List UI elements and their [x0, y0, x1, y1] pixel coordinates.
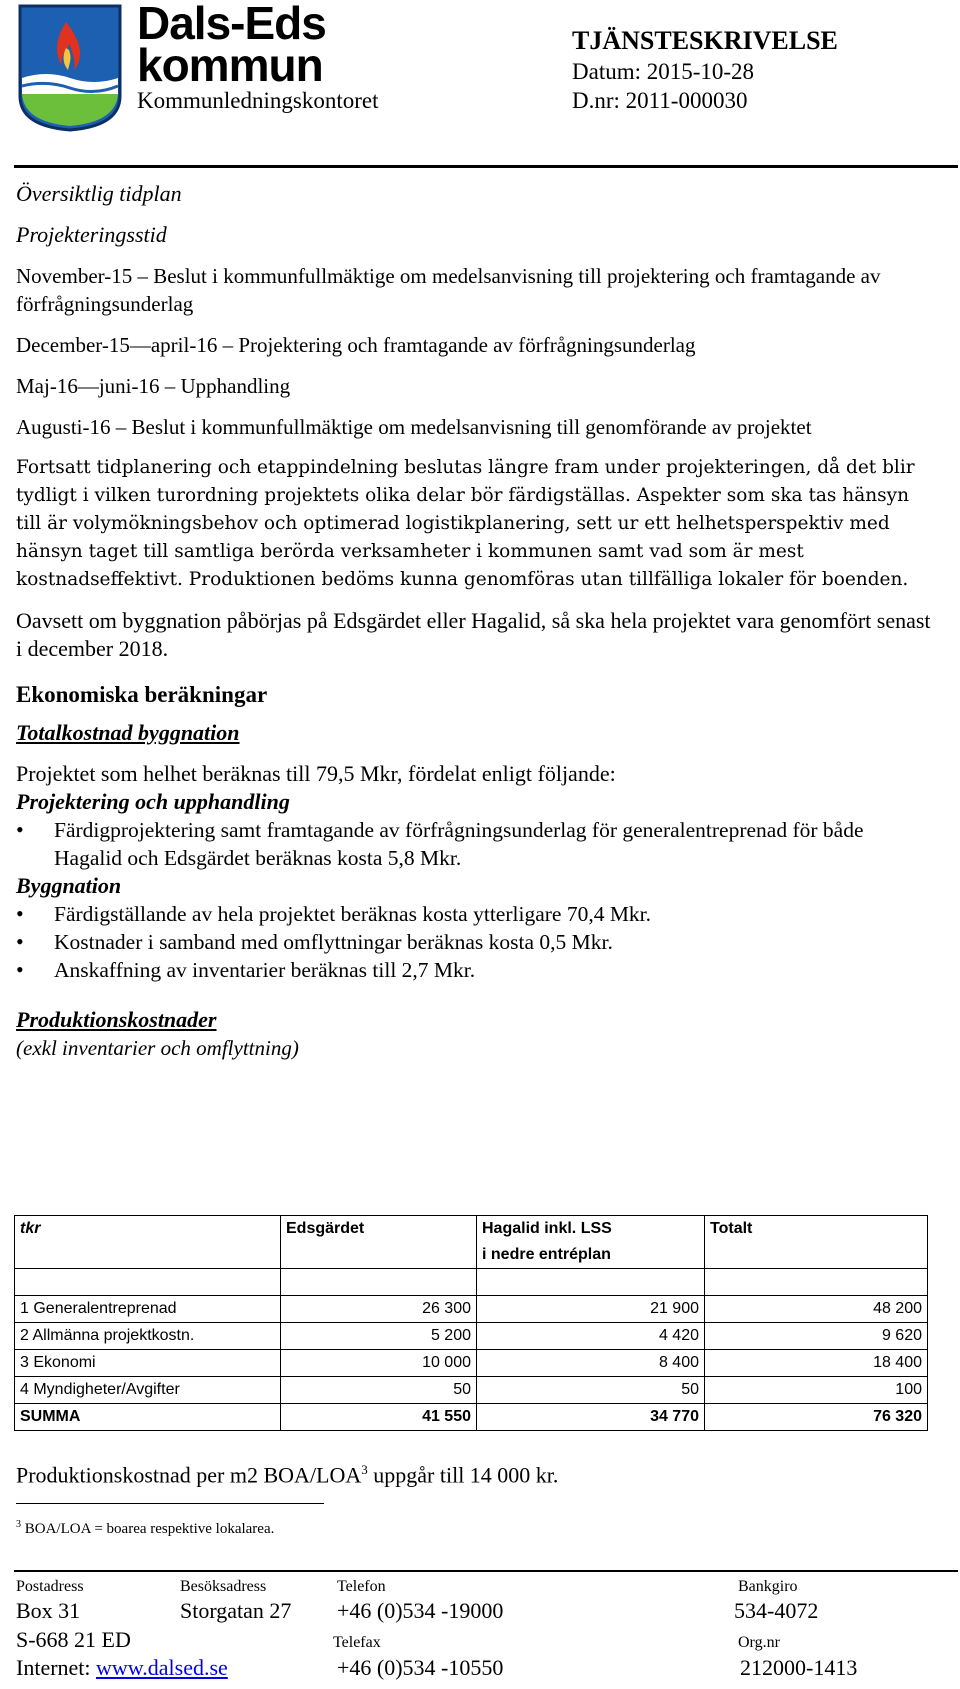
- table-cell: [705, 1269, 928, 1296]
- schedule-item: Maj-16—juni-16 – Upphandling: [16, 374, 291, 398]
- table-cell: 76 320: [705, 1404, 928, 1431]
- table-cell: 18 400: [705, 1350, 928, 1377]
- postal-label: Postadress: [16, 1578, 84, 1595]
- table-cell: 2 Allmänna projektkostn.: [15, 1323, 281, 1350]
- header-divider: [14, 165, 958, 168]
- section-list-byggnation: [16, 900, 936, 984]
- table-cell: 3 Ekonomi: [15, 1350, 281, 1377]
- orgnr-value: 212000-1413: [740, 1655, 858, 1680]
- table-cell: [281, 1269, 477, 1296]
- schedule-item: November-15 – Beslut i kommunfullmäktige om medelsanvisning till projektering och framtagande av förfrågningsunderlag: [16, 264, 881, 316]
- table-header-cell: i nedre entréplan: [477, 1242, 705, 1269]
- internet-line: [16, 1655, 228, 1681]
- table-cell: 100: [705, 1377, 928, 1404]
- table-cell: 10 000: [281, 1350, 477, 1377]
- internet-label: Internet:: [16, 1655, 97, 1680]
- footnote: [16, 1519, 274, 1538]
- table-header-cell: Edsgärdet: [281, 1216, 477, 1243]
- table-row: [15, 1296, 928, 1323]
- table-cell: 5 200: [281, 1323, 477, 1350]
- fax-label: Telefax: [333, 1634, 381, 1651]
- footer-divider: [14, 1570, 958, 1572]
- table-cell: 50: [477, 1377, 705, 1404]
- table-header-cell: Totalt: [705, 1216, 928, 1243]
- phone-label: Telefon: [337, 1578, 386, 1595]
- visit-label: Besöksadress: [180, 1578, 267, 1595]
- table-total-row: [15, 1404, 928, 1431]
- economy-heading: Ekonomiska beräkningar: [16, 682, 268, 707]
- doc-type: TJÄNSTESKRIVELSE: [572, 26, 838, 55]
- phone-value: +46 (0)534 -19000: [337, 1598, 504, 1623]
- list-item: • Kostnader i samband med omflyttningar beräknas kosta 0,5 Mkr.: [16, 928, 936, 956]
- table-cell: 21 900: [477, 1296, 705, 1323]
- table-header-row: [15, 1242, 928, 1269]
- org-name-line1: Dals-Eds: [137, 0, 326, 49]
- postal-line2: S-668 21 ED: [16, 1627, 131, 1652]
- table-header-cell: [281, 1242, 477, 1269]
- cost-per-m2: [16, 1462, 558, 1488]
- table-header-row: [15, 1216, 928, 1243]
- table-cell: 9 620: [705, 1323, 928, 1350]
- footnote-ref: 3: [361, 1462, 368, 1477]
- table-cell: [477, 1269, 705, 1296]
- schedule-paragraph: Oavsett om byggnation påbörjas på Edsgärdet eller Hagalid, så ska hela projektet vara genomfört senast i december 2018.: [16, 608, 931, 661]
- department: Kommunledningskontoret: [137, 88, 379, 113]
- table-cell: 34 770: [477, 1404, 705, 1431]
- table-cell: [15, 1269, 281, 1296]
- list-item: • Anskaffning av inventarier beräknas till 2,7 Mkr.: [16, 956, 936, 984]
- table-row: [15, 1323, 928, 1350]
- economy-intro: Projektet som helhet beräknas till 79,5 Mkr, fördelat enligt följande:: [16, 761, 616, 786]
- table-cell: 4 Myndigheter/Avgifter: [15, 1377, 281, 1404]
- document-body: [16, 180, 936, 1062]
- cost-table: [14, 1215, 928, 1431]
- cost-per-m2-text: uppgår till 14 000 kr.: [367, 1462, 559, 1488]
- schedule-paragraph: Fortsatt tidplanering och etappindelning beslutas längre fram under projekteringen, då det blir tydligt i vilken turordning projektets olika delar bör färdigställas. Aspekter som ska tas hänsyn till är volymökningsbehov och optimerad logistikplanering, sett ur ett helhetsperspektiv med hänsyn taget till samtliga berörda verksamheter i kommunen samt vad som är mest kostnadseffektivt. Produktionen bedöms kunna genomföras utan tillfälliga lokaler för boenden.: [16, 457, 915, 590]
- municipality-logo-icon: [16, 4, 124, 132]
- table-cell: 1 Generalentreprenad: [15, 1296, 281, 1323]
- schedule-item: December-15—april-16 – Projektering och framtagande av förfrågningsunderlag: [16, 333, 696, 357]
- section-list-projektering: [16, 816, 936, 872]
- table-cell: 48 200: [705, 1296, 928, 1323]
- table-row: [15, 1350, 928, 1377]
- table-cell: 50: [281, 1377, 477, 1404]
- section-title-byggnation: Byggnation: [16, 873, 122, 898]
- table-cell: 4 420: [477, 1323, 705, 1350]
- footnote-divider: [16, 1503, 324, 1504]
- table-header-cell: Hagalid inkl. LSS: [477, 1216, 705, 1243]
- postal-line1: Box 31: [16, 1598, 81, 1623]
- table-cell: SUMMA: [15, 1404, 281, 1431]
- footnote-marker: 3: [16, 1519, 21, 1530]
- orgnr-label: Org.nr: [738, 1634, 780, 1651]
- cost-per-m2-text: Produktionskostnad per m2 BOA/LOA: [16, 1462, 362, 1488]
- table-spacer-row: [15, 1269, 928, 1296]
- schedule-subheading: Projekteringsstid: [16, 222, 167, 247]
- bank-value: 534-4072: [734, 1598, 819, 1623]
- doc-date: Datum: 2015-10-28: [572, 59, 755, 84]
- list-item: • Färdigprojektering samt framtagande av förfrågningsunderlag för generalentreprenad för både Hagalid och Edsgärdet beräknas kosta 5,8 Mkr.: [16, 816, 936, 872]
- economy-subheading: Totalkostnad byggnation: [16, 720, 240, 745]
- footnote-text: BOA/LOA = boarea respektive lokalarea.: [21, 1521, 275, 1537]
- list-item: • Färdigställande av hela projektet beräknas kosta ytterligare 70,4 Mkr.: [16, 900, 936, 928]
- table-cell: 8 400: [477, 1350, 705, 1377]
- website-link[interactable]: www.dalsed.se: [96, 1655, 228, 1680]
- table-header-cell: [705, 1242, 928, 1269]
- table-cell: 41 550: [281, 1404, 477, 1431]
- production-heading: Produktionskostnader: [16, 1007, 217, 1032]
- org-name: [137, 0, 326, 91]
- bank-label: Bankgiro: [738, 1578, 798, 1595]
- fax-value: +46 (0)534 -10550: [337, 1655, 504, 1680]
- table-cell: 26 300: [281, 1296, 477, 1323]
- section-title-projektering: Projektering och upphandling: [16, 789, 290, 814]
- table-header-cell: tkr: [15, 1216, 281, 1243]
- table-header-cell: [15, 1242, 281, 1269]
- org-name-line2: kommun: [137, 39, 323, 91]
- table-row: [15, 1377, 928, 1404]
- schedule-item: Augusti-16 – Beslut i kommunfullmäktige om medelsanvisning till genomförande av projektet: [16, 415, 812, 439]
- schedule-heading: Översiktlig tidplan: [16, 181, 182, 206]
- production-subheading: (exkl inventarier och omflyttning): [16, 1036, 299, 1060]
- visit-value: Storgatan 27: [180, 1598, 292, 1623]
- doc-dnr: D.nr: 2011-000030: [572, 88, 748, 113]
